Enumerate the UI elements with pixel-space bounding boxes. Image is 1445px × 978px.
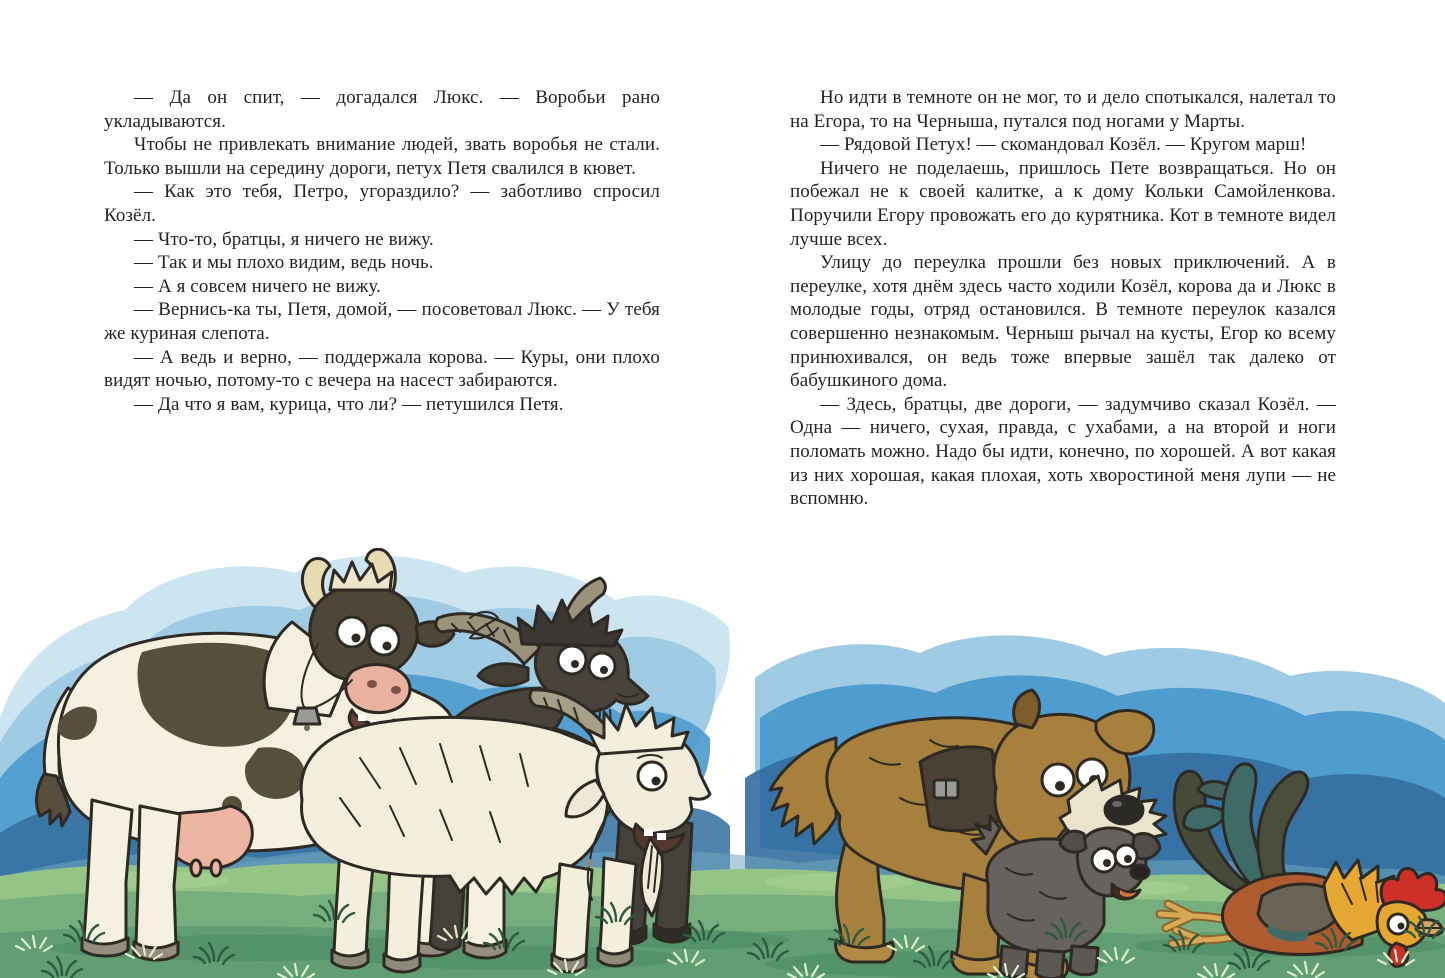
paragraph: — Так и мы плохо видим, ведь ночь. [134, 252, 434, 274]
goat-ear [478, 664, 528, 686]
paragraph: — Как это тебя, Петро, угораздило? — заботливо спросил Козёл. [104, 181, 660, 226]
paragraph: — Да что я вам, курица, что ли? — петушился Петя. [134, 393, 564, 415]
paragraph: — Вернись-ка ты, Петя, домой, — посоветовал Люкс. — У тебя же куриная слепота. [104, 299, 660, 344]
meadow-illustration [0, 548, 1445, 978]
paragraph: — Да он спит, — догадался Люкс. — Воробьи рано укладываются. [104, 87, 660, 132]
paragraph: Улицу до переулка прошли без новых приключений. А в переулке, хотя днём здесь часто ходили Козёл, корова да и Люкс в молодые годы, отряд остановился. В темноте переулок казался совершенно незнакомым. Черныш рычал на кусты, Егор ко всему принюхивался, он ведь тоже впервые зашёл так далеко от бабушкиного дома. [790, 252, 1336, 392]
paragraph: Чтобы не привлекать внимание людей, звать воробья не стали. Только вышли на середину дороги, петух Петя свалился в кювет. [104, 134, 660, 179]
paragraph: — Что-то, братцы, я ничего не вижу. [134, 228, 434, 250]
dog-nose [1105, 796, 1143, 824]
paragraph: Но идти в темноте он не мог, то и дело спотыкался, налетал то на Егора, то на Черныша, путался под ногами у Марты. [790, 87, 1336, 132]
paragraph: — Рядовой Петух! — скомандовал Козёл. — Кругом марш! [820, 134, 1307, 156]
right-page-text [790, 86, 1336, 511]
paragraph: — Здесь, братцы, две дороги, — задумчиво сказал Козёл. — Одна — ничего, сухая, правда, с ухабами, а на второй и ноги поломать можно. Надо бы идти, конечно, по хорошей. А вот какая из них хорошая, какая плохая, хоть хворостиной меня лупи — не вспомню. [790, 393, 1336, 510]
cow-bell [294, 708, 320, 724]
paragraph: — А ведь и верно, — поддержала корова. — Куры, они плохо видят ночью, потому-то с вечера на насест забираются. [104, 346, 660, 392]
paragraph: — А я совсем ничего не вижу. [134, 275, 382, 297]
paragraph: Ничего не поделаешь, пришлось Пете возвращаться. Но он побежал не к своей калитке, а к дому Кольки Самойленкова. Поручили Егору провожать его до курятника. Кот в темноте видел лучше всех. [790, 157, 1336, 250]
dog-collar [920, 747, 1000, 831]
puppy-nose [1131, 865, 1149, 879]
left-page-text [104, 86, 660, 416]
